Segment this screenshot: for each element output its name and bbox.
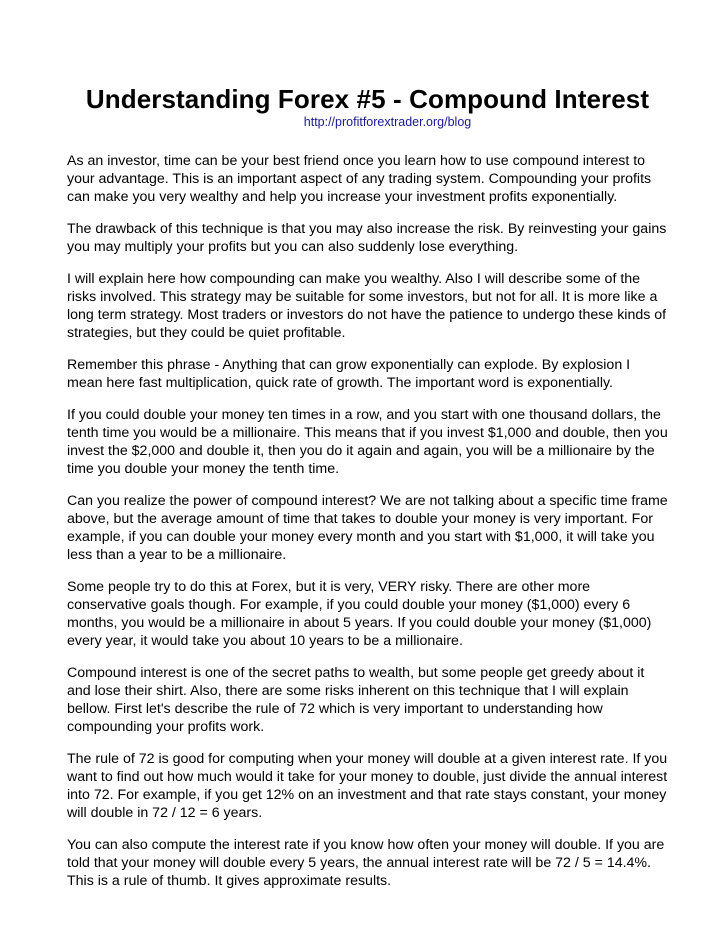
paragraph-5: If you could double your money ten times in a row, and you start with one thousand dollars, the tenth time you would be a millionaire. This means that if you invest $1,000 and double, then you invest the $2,000 and double it, then you do it again and again, you will be a millionaire by the time you double your money the tenth time. bbox=[67, 407, 668, 477]
paragraph-2: The drawback of this technique is that you may also increase the risk. By reinvesting your gains you may multiply your profits but you can also suddenly lose everything. bbox=[67, 221, 667, 255]
paragraph-6: Can you realize the power of compound interest? We are not talking about a specific time frame above, but the average amount of time that takes to double your money is very important. For example, if you can double your money every month and you start with $1,000, it will take you less than a year to be a millionaire. bbox=[67, 493, 668, 563]
paragraph-7: Some people try to do this at Forex, but it is very, VERY risky. There are other more conservative goals though. For example, if you could double your money ($1,000) every 6 months, you would be a millionaire in about 5 years. If you could double your money ($1,000) every year, it would take you about 10 years to be a millionaire. bbox=[67, 579, 652, 649]
blog-url: http://profitforextrader.org/blog bbox=[303, 115, 472, 129]
page-title: Understanding Forex #5 - Compound Interest bbox=[85, 84, 650, 114]
paragraph-8: Compound interest is one of the secret paths to wealth, but some people get greedy about it and lose their shirt. Also, there are some risks inherent on this technique that I will explain bellow. First let's describe the rule of 72 which is very important to understanding how compounding your profits work. bbox=[67, 665, 645, 735]
paragraph-1: As an investor, time can be your best friend once you learn how to use compound interest to your advantage. This is an important aspect of any trading system. Compounding your profits can make you very wealthy and help you increase your investment profits exponentially. bbox=[67, 153, 652, 205]
paragraph-10: You can also compute the interest rate if you know how often your money will double. If you are told that your money will double every 5 years, the annual interest rate will be 72 / 5 = 14.4%. This is a rule of thumb. It gives approximate results. bbox=[67, 837, 665, 889]
paragraph-3: I will explain here how compounding can make you wealthy. Also I will describe some of the risks involved. This strategy may be suitable for some investors, but not for all. It is more like a long term strategy. Most traders or investors do not have the patience to undergo these kinds of strategies, but they could be quiet profitable. bbox=[67, 271, 667, 341]
paragraph-9: The rule of 72 is good for computing when your money will double at a given interest rate. If you want to find out how much would it take for your money to double, just divide the annual interest into 72. For example, if you get 12% on an investment and that rate stays constant, your money will double in 72 / 12 = 6 years. bbox=[67, 751, 668, 821]
paragraph-4: Remember this phrase - Anything that can grow exponentially can explode. By explosion I mean here fast multiplication, quick rate of growth. The important word is exponentially. bbox=[67, 357, 631, 391]
article-body bbox=[67, 152, 668, 890]
